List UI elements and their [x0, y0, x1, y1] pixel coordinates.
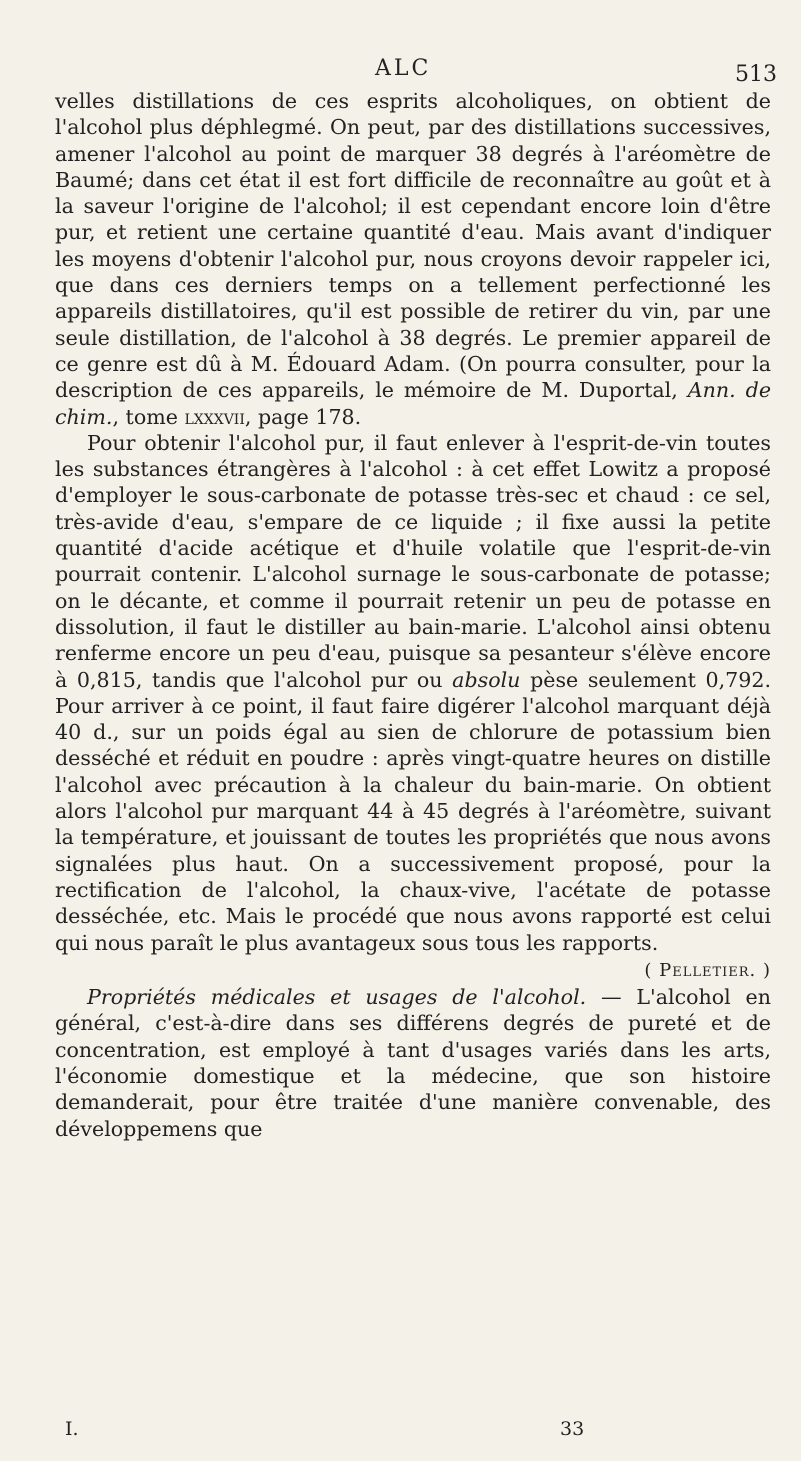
paragraph-text: velles distillations de ces esprits alcoholiques, on obtient de l'alcohol plus déphlegmé. On peut, par des distillations successives, amener l'alcohol au point de marquer 38 degrés à l'aréomètre de Baumé; dans cet état il est fort difficile de reconnaître au goût et à la saveur l'origine de l'alcohol; il est cependant encore loin d'être pur, et retient une certaine quantité d'eau. Mais avant d'indiquer les moyens d'obtenir l'alcohol pur, nous croyons devoir rappeler ici, que dans ces derniers temps on a tellement perfectionné les appareils distillatoires, qu'il est possible de retirer du vin, par une seule distillation, de l'alcohol à 38 degrés. Le premier appareil de ce genre est dû à M. Édouard Adam. (On pourra consulter, pour la description de ces appareils, le mémoire de M. Duportal,: [55, 89, 771, 403]
page-number: 513: [735, 62, 777, 87]
paragraph-medical-uses: [55, 984, 771, 1142]
author-signature: ( Pelletier. ): [644, 959, 771, 981]
page-footer: [55, 1418, 771, 1448]
reference-page: , page 178.: [244, 404, 362, 429]
paragraph-text: — L'alcohol en général, c'est-à-dire dans ses différens degrés de pureté et de concentration, est employé à tant d'usages variés dans les arts, l'économie domestique et la médecine, que son histoire demanderait, pour être traitée d'une manière convenable, des développemens que: [55, 985, 771, 1141]
paragraph-continuation: [55, 88, 771, 430]
section-title: Propriétés médicales et usages de l'alcohol.: [87, 985, 587, 1010]
paragraph-purification: [55, 430, 771, 956]
paragraph-text: pèse seulement 0,792. Pour arriver à ce point, il faut faire digérer l'alcohol marquant déjà 40 d., sur un poids égal au sien de chlorure de potassium bien desséché et réduit en poudre : après vingt-quatre heures on distille l'alcohol avec précaution à la chaleur du bain-marie. On obtient alors l'alcohol pur marquant 44 à 45 degrés à l'aréomètre, suivant la température, et jouissant de toutes les propriétés que nous avons signalées plus haut. On a successivement proposé, pour la rectification de l'alcohol, la chaux-vive, l'acétate de potasse desséchée, etc. Mais le procédé que nous avons rapporté est celui qui nous paraît le plus avantageux sous tous les rapports.: [55, 667, 771, 955]
journal-reference: Ann. de chim.: [55, 378, 772, 429]
signature-mark: I.: [65, 1418, 79, 1440]
reference-tome-label: , tome: [112, 404, 178, 429]
author-signature-line: [55, 956, 771, 984]
running-head: ALC: [375, 56, 432, 81]
page-body: [55, 88, 771, 1142]
paragraph-text: Pour obtenir l'alcohol pur, il faut enlever à l'esprit-de-vin toutes les substances étrangères à l'alcohol : à cet effet Lowitz a proposé d'employer le sous-carbonate de potasse très-sec et chaud : ce sel, très-avide d'eau, s'empare de ce liquide ; il fixe aussi la petite quantité d'acide acétique et d'huile volatile que l'esprit-de-vin pourrait contenir. L'alcohol surnage le sous-carbonate de potasse; on le décante, et comme il pourrait retenir un peu de potasse en dissolution, il faut le distiller au bain-marie. L'alcohol ainsi obtenu renferme encore un peu d'eau, puisque sa pesanteur s'élève encore à 0,815, tandis que l'alcohol pur ou: [55, 430, 771, 692]
emphasis-absolu: absolu: [452, 667, 521, 692]
gathering-number: 33: [560, 1418, 585, 1440]
reference-volume: lxxxvii: [184, 404, 245, 429]
